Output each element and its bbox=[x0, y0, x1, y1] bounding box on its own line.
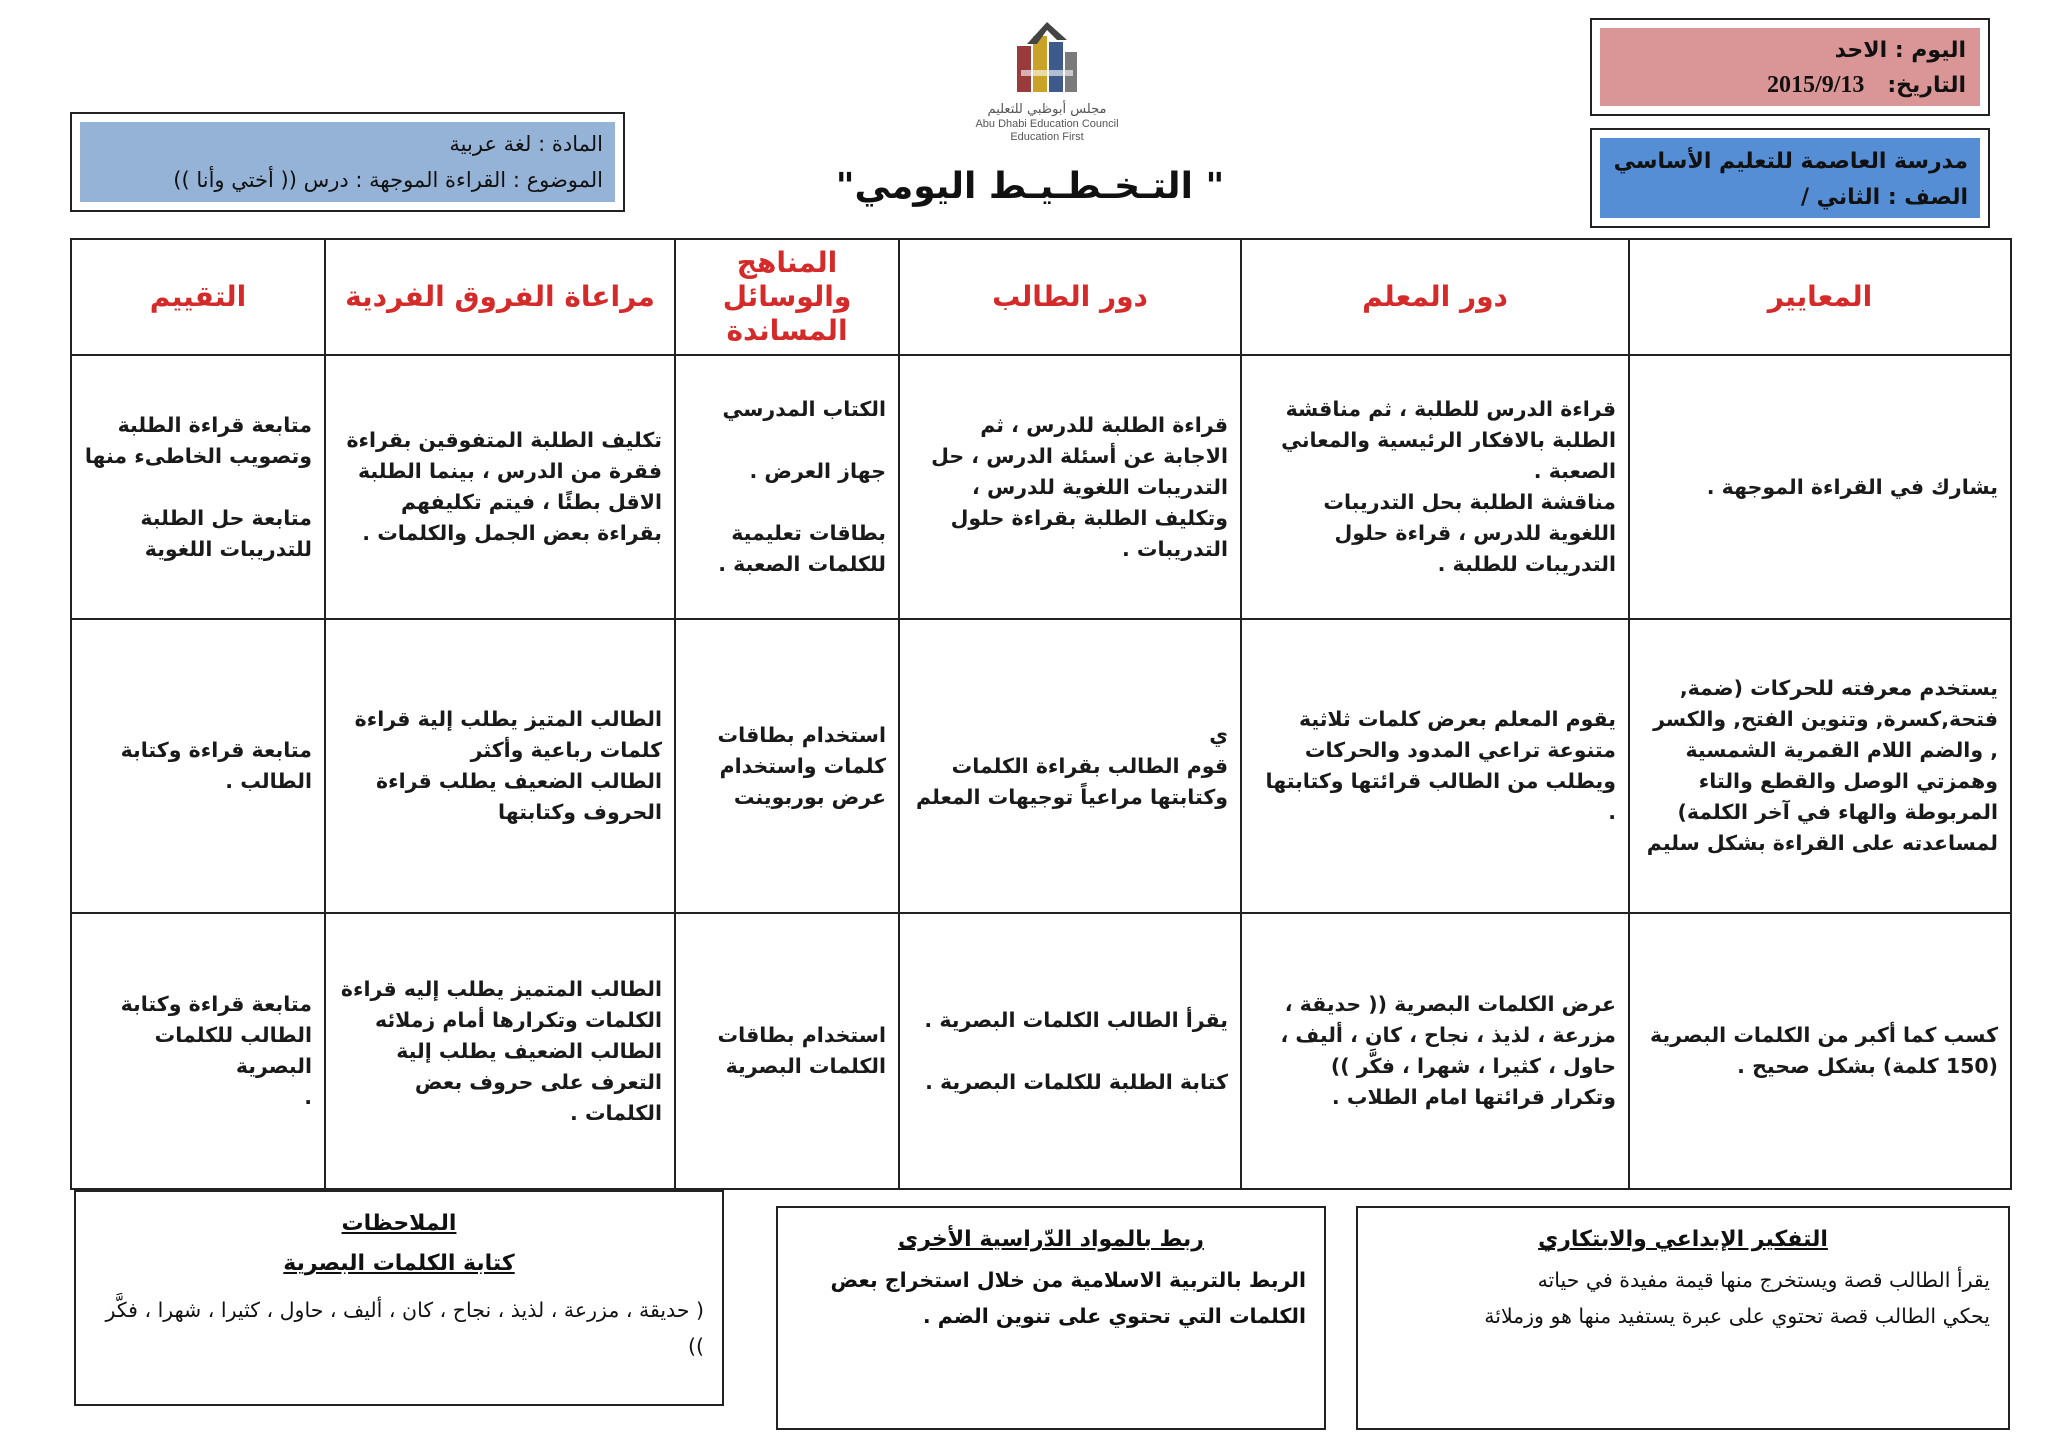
date-line bbox=[1614, 68, 1966, 103]
topic-label: الموضوع : القراءة الموجهة : درس (( أختي وأنا )) bbox=[173, 168, 603, 192]
cell-standards: يشارك في القراءة الموجهة . bbox=[1629, 355, 2011, 619]
cell-differentiation: الطالب المتميز يطلب إليه قراءة الكلمات وتكرارها أمام زملائه الطالب الضعيف يطلب إلية التعرف على حروف بعض الكلمات . bbox=[325, 913, 675, 1189]
table-row bbox=[71, 619, 2011, 913]
logo-subtext: Education First bbox=[1010, 131, 1084, 143]
day-value: الاحد bbox=[1834, 38, 1888, 63]
cell-resources: استخدام بطاقات الكلمات البصرية bbox=[675, 913, 899, 1189]
day-label: اليوم : bbox=[1894, 38, 1966, 63]
logo-text-arabic: مجلس أبوظبي للتعليم bbox=[987, 102, 1107, 117]
cell-standards: يستخدم معرفته للحركات (ضمة, فتحة,كسرة, وتنوين الفتح, والكسر , والضم اللام القمرية الشمسية وهمزتي الوصل والقطع والتاء المربوطة والهاء في آخر الكلمة) لمساعدته على القراءة بشكل سليم bbox=[1629, 619, 2011, 913]
page-title: " التـخـطـيـط اليومي" bbox=[835, 166, 1225, 207]
date-label: التاريخ: bbox=[1887, 73, 1966, 98]
cell-assessment: متابعة قراءة وكتابة الطالب للكلمات البصرية . bbox=[71, 913, 325, 1189]
creative-thinking-line: يقرأ الطالب قصة ويستخرج منها قيمة مفيدة في حياته bbox=[1537, 1268, 1990, 1292]
grade-label: الصف : الثاني / bbox=[1800, 185, 1968, 210]
creative-thinking-box bbox=[1356, 1206, 2010, 1430]
column-header-differentiation: مراعاة الفروق الفردية bbox=[325, 239, 675, 355]
subject-topic-box bbox=[70, 112, 625, 212]
table-row bbox=[71, 355, 2011, 619]
notes-subheading: كتابة الكلمات البصرية bbox=[283, 1251, 515, 1276]
cell-teacher-role: عرض الكلمات البصرية (( حديقة ، مزرعة ، لذيذ ، نجاح ، كان ، أليف ، حاول ، كثيرا ، شهرا ، فكَّر )) وتكرار قرائتها امام الطلاب . bbox=[1241, 913, 1629, 1189]
logo-text-english: Abu Dhabi Education Council bbox=[975, 118, 1119, 130]
cell-resources: الكتاب المدرسي جهاز العرض . بطاقات تعليمية للكلمات الصعبة . bbox=[675, 355, 899, 619]
school-grade-panel bbox=[1600, 138, 1980, 218]
cell-teacher-role: يقوم المعلم بعرض كلمات ثلاثية متنوعة تراعي المدود والحركات ويطلب من الطالب قرائتها وكتابتها . bbox=[1241, 619, 1629, 913]
cell-resources: استخدام بطاقات كلمات واستخدام عرض بوربوينت bbox=[675, 619, 899, 913]
lesson-plan-table bbox=[70, 238, 2012, 1190]
adec-logo bbox=[962, 18, 1132, 143]
table-row bbox=[71, 913, 2011, 1189]
day-date-panel bbox=[1600, 28, 1980, 106]
column-header-assessment: التقييم bbox=[71, 239, 325, 355]
cell-student-role: قراءة الطلبة للدرس ، ثم الاجابة عن أسئلة الدرس ، حل التدريبات اللغوية للدرس ، وتكليف الطلبة بقراءة حلول التدريبات . bbox=[899, 355, 1241, 619]
subject-label: المادة : لغة عربية bbox=[449, 132, 603, 156]
creative-thinking-heading: التفكير الإبداعي والابتكاري bbox=[1538, 1227, 1828, 1252]
day-date-box bbox=[1590, 18, 1990, 116]
notes-text: ( حديقة ، مزرعة ، لذيذ ، نجاح ، كان ، أليف ، حاول ، كثيرا ، شهرا ، فكَّر )) bbox=[105, 1298, 704, 1358]
subject-linking-box bbox=[776, 1206, 1326, 1430]
subject-topic-panel bbox=[80, 122, 615, 202]
date-value: 2015/9/13 bbox=[1767, 72, 1865, 98]
subject-linking-heading: ربط بالمواد الدّراسية الأخرى bbox=[898, 1227, 1204, 1252]
subject-linking-text: الربط بالتربية الاسلامية من خلال استخراج بعض الكلمات التي تحتوي على تنوين الضم . bbox=[830, 1268, 1306, 1328]
cell-student-role: يقرأ الطالب الكلمات البصرية . كتابة الطلبة للكلمات البصرية . bbox=[899, 913, 1241, 1189]
cell-standards: كسب كما أكبر من الكلمات البصرية (150 كلمة) بشكل صحيح . bbox=[1629, 913, 2011, 1189]
cell-differentiation: الطالب المتيز يطلب إلية قراءة كلمات رباعية وأكثر الطالب الضعيف يطلب قراءة الحروف وكتابتها bbox=[325, 619, 675, 913]
table-header-row bbox=[71, 239, 2011, 355]
cell-teacher-role: قراءة الدرس للطلبة ، ثم مناقشة الطلبة بالافكار الرئيسية والمعاني الصعبة . مناقشة الطلبة بحل التدريبات اللغوية للدرس ، قراءة حلول التدريبات للطلبة . bbox=[1241, 355, 1629, 619]
cell-differentiation: تكليف الطلبة المتفوقين بقراءة فقرة من الدرس ، بينما الطلبة الاقل بطئًا ، فيتم تكليفهم بقراءة بعض الجمل والكلمات . bbox=[325, 355, 675, 619]
creative-thinking-line: يحكي الطالب قصة تحتوي على عبرة يستفيد منها هو وزملائة bbox=[1484, 1304, 1990, 1328]
column-header-resources: المناهج والوسائل المساندة bbox=[675, 239, 899, 355]
cell-student-role: ي قوم الطالب بقراءة الكلمات وكتابتها مراعياً توجيهات المعلم bbox=[899, 619, 1241, 913]
cell-assessment: متابعة قراءة وكتابة الطالب . bbox=[71, 619, 325, 913]
cell-assessment: متابعة قراءة الطلبة وتصويب الخاطىء منها متابعة حل الطلبة للتدريبات اللغوية bbox=[71, 355, 325, 619]
day-line bbox=[1614, 34, 1966, 68]
column-header-teacher-role: دور المعلم bbox=[1241, 239, 1629, 355]
school-name: مدرسة العاصمة للتعليم الأساسي bbox=[1613, 149, 1968, 174]
adec-emblem-icon bbox=[1007, 18, 1087, 98]
notes-heading: الملاحظات bbox=[341, 1211, 457, 1236]
notes-box bbox=[74, 1190, 724, 1406]
column-header-student-role: دور الطالب bbox=[899, 239, 1241, 355]
column-header-standards: المعايير bbox=[1629, 239, 2011, 355]
school-grade-box bbox=[1590, 128, 1990, 228]
